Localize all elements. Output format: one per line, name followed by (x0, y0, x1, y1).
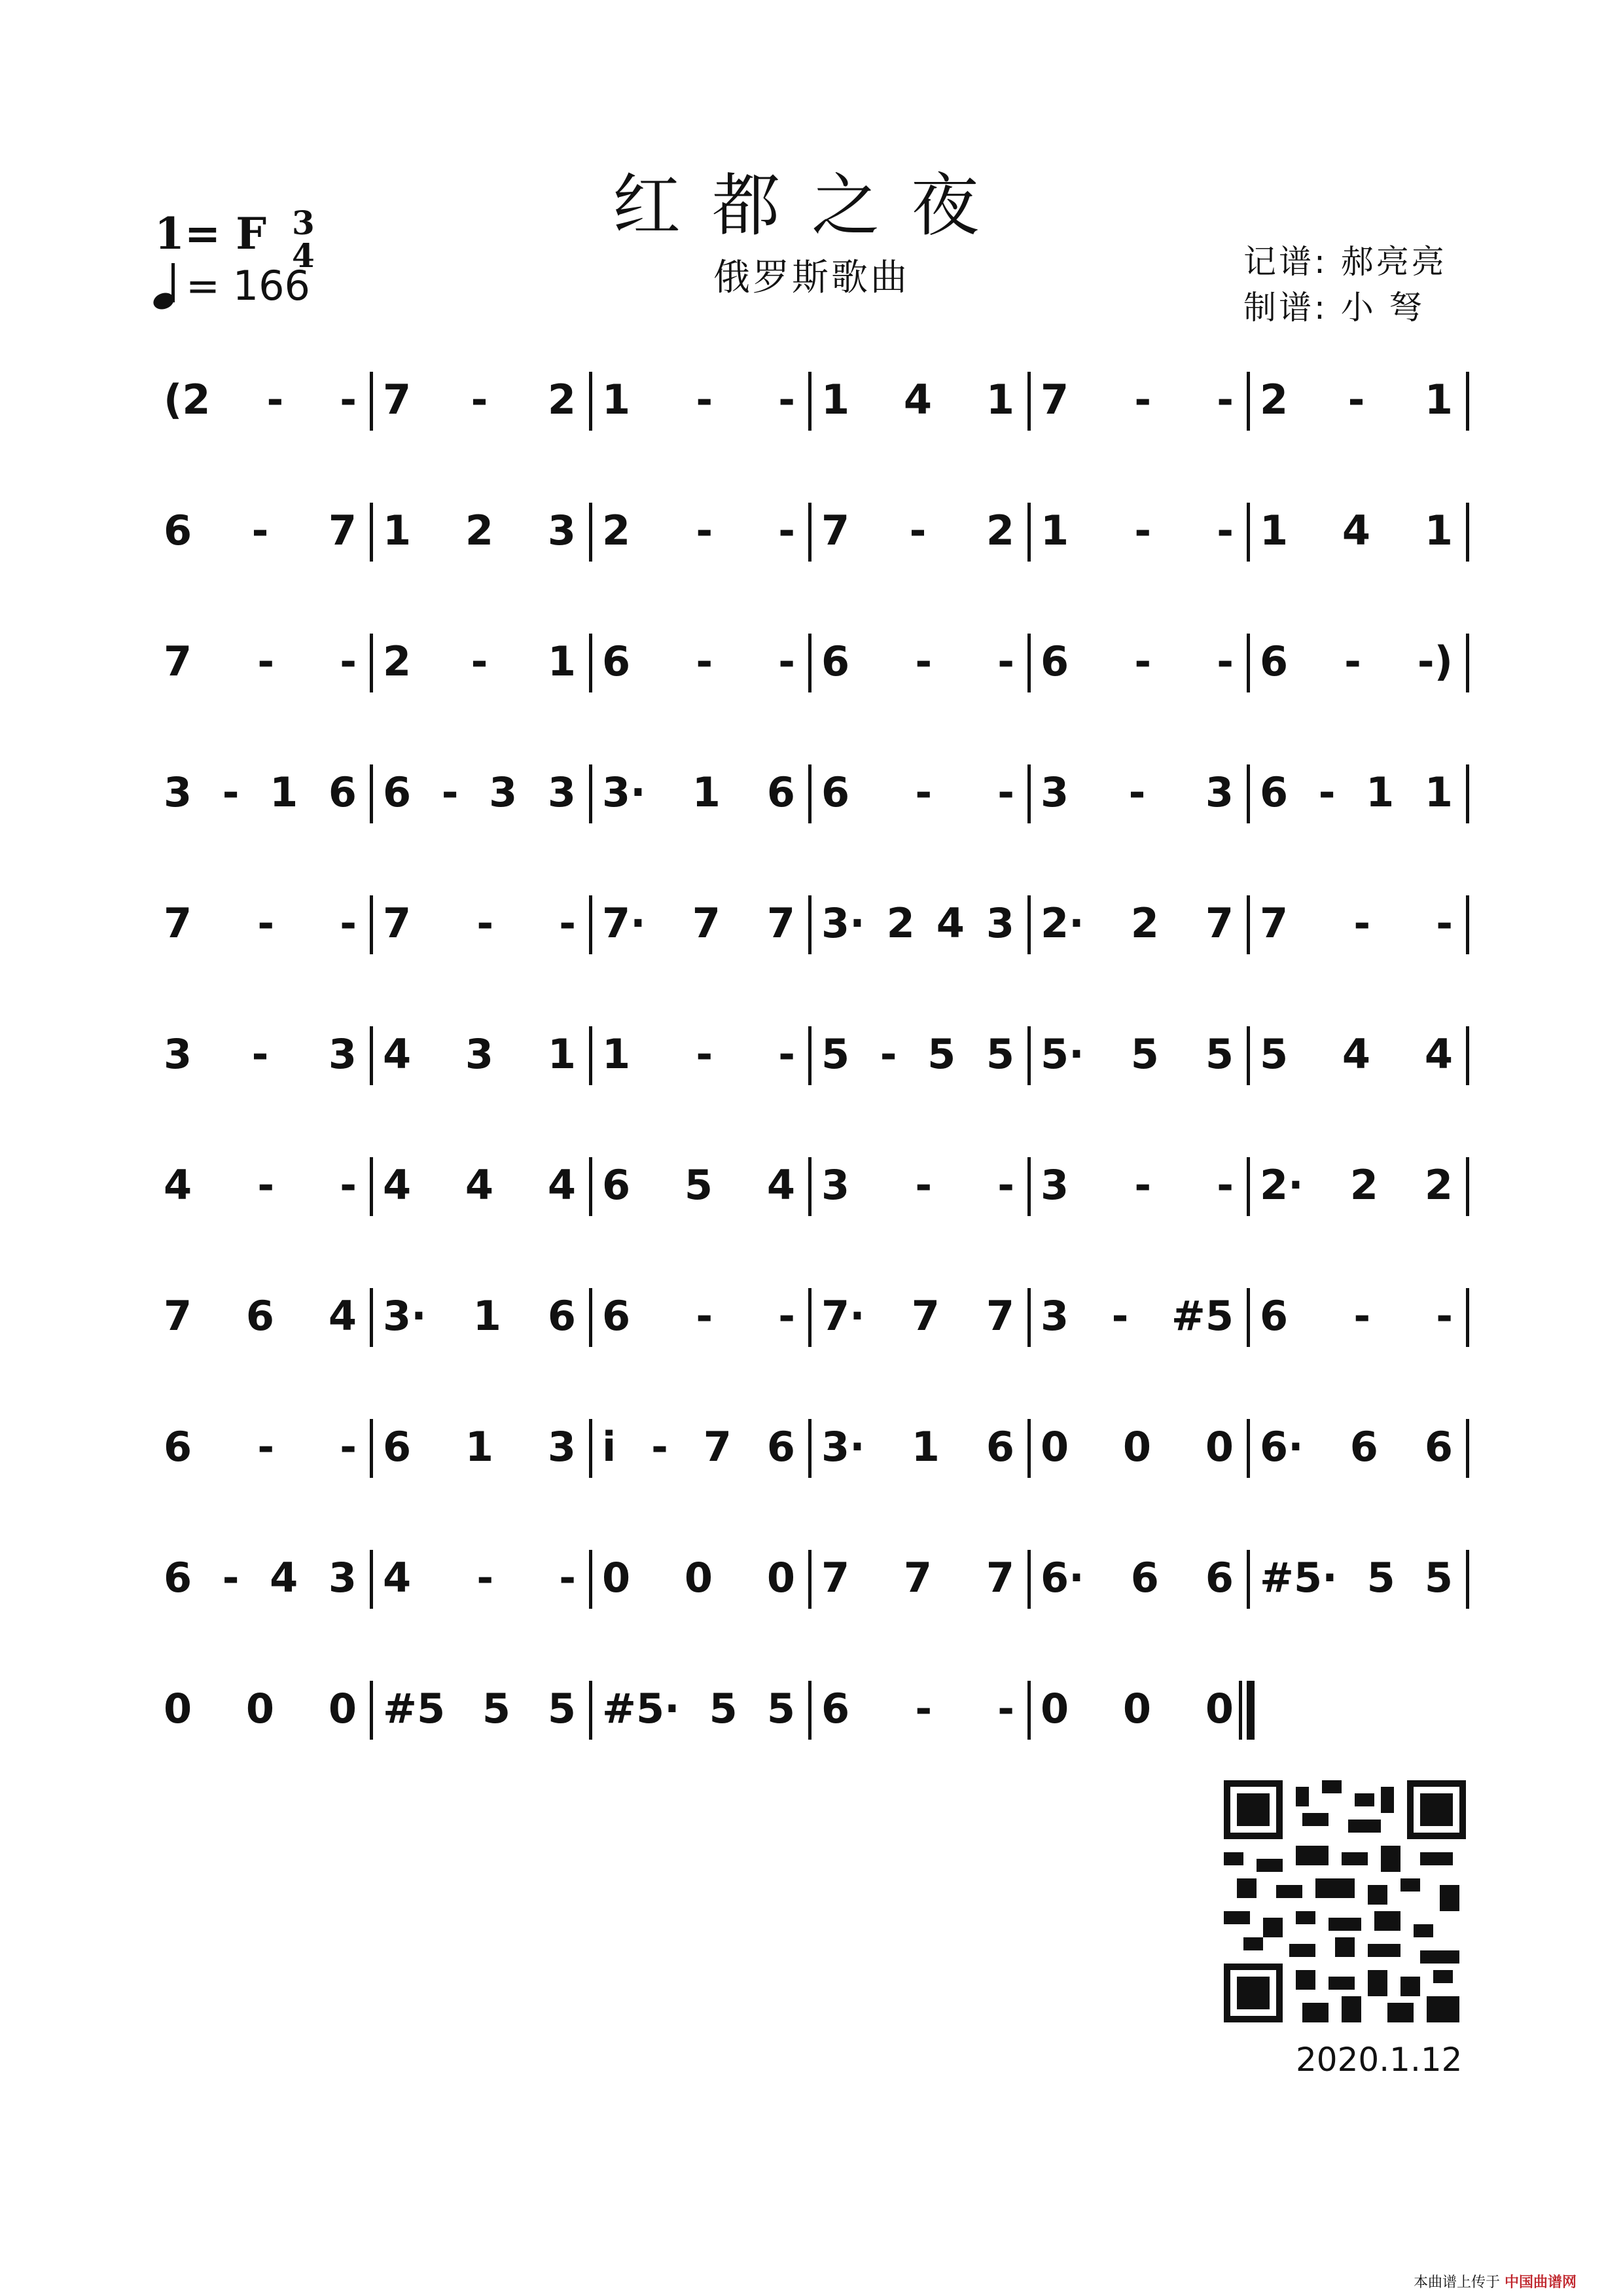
barline (808, 1157, 812, 1216)
score-row (151, 761, 1486, 833)
barline (808, 764, 812, 823)
barline (1466, 372, 1469, 431)
measure: 4 - - (383, 1554, 576, 1602)
barline (1247, 503, 1250, 562)
barline (808, 372, 812, 431)
measure: 6 - - (602, 637, 795, 685)
measure: 4 4 4 (383, 1161, 576, 1209)
qr-code (1224, 1780, 1466, 2022)
final-barline-thin (1239, 1681, 1242, 1740)
time-signature-top: 3 (292, 204, 315, 242)
measure: 6 - - (1260, 1292, 1453, 1340)
barline (1027, 503, 1031, 562)
barline (1027, 895, 1031, 954)
barline (589, 1550, 592, 1609)
measure: 3 - 3 (164, 1030, 357, 1078)
barline (1027, 1550, 1031, 1609)
measure: 7· 7 7 (821, 1292, 1014, 1340)
measure: 6 - 4 3 (164, 1554, 357, 1602)
measure: 3 - #5 (1041, 1292, 1234, 1340)
measure: 1 - - (602, 1030, 795, 1078)
measure: 0 0 0 (602, 1554, 795, 1602)
measure: 7 - 2 (821, 507, 1014, 554)
measure: 3· 1 6 (602, 768, 795, 816)
barline (589, 1419, 592, 1478)
credit-typeset: 制谱: 小 弩 (1243, 289, 1425, 327)
footer-credit (1414, 2271, 1577, 2291)
credit-notation: 记谱: 郝亮亮 (1243, 243, 1447, 281)
measure: 1 4 1 (1260, 507, 1453, 554)
barline (589, 503, 592, 562)
barline (1466, 1026, 1469, 1085)
measure: 0 0 0 (1041, 1423, 1234, 1471)
measure: 3· 1 6 (383, 1292, 576, 1340)
measure: 7 6 4 (164, 1292, 357, 1340)
barline (1466, 634, 1469, 692)
barline (1247, 1157, 1250, 1216)
barline (370, 1288, 373, 1347)
measure: #5· 5 5 (602, 1685, 795, 1732)
measure: 0 0 0 (1041, 1685, 1234, 1732)
barline (589, 634, 592, 692)
measure: 6 - - (821, 1685, 1014, 1732)
measure: 4 3 1 (383, 1030, 576, 1078)
footer-text: 本曲谱上传于 (1414, 2274, 1501, 2291)
key-signature: 1= F (154, 208, 267, 259)
measure: 7 - - (164, 637, 357, 685)
barline (1247, 1419, 1250, 1478)
measure: 7 - - (383, 899, 576, 947)
measure: 2· 2 7 (1041, 899, 1234, 947)
barline (1466, 1157, 1469, 1216)
barline (808, 503, 812, 562)
barline (808, 1681, 812, 1740)
barline (1247, 1550, 1250, 1609)
measure: 6 - 1 1 (1260, 768, 1453, 816)
barline (1247, 1681, 1255, 1740)
measure: 1 - - (1041, 507, 1234, 554)
measure: 6 1 3 (383, 1423, 576, 1471)
barline (1027, 634, 1031, 692)
barline (1247, 1026, 1250, 1085)
measure: 6 - - (821, 637, 1014, 685)
barline (1247, 1288, 1250, 1347)
barline (1466, 1419, 1469, 1478)
score-row (151, 1677, 1486, 1749)
barline (1027, 1026, 1031, 1085)
measure: 1 4 1 (821, 376, 1014, 423)
barline (370, 1157, 373, 1216)
score-row (151, 1284, 1486, 1356)
measure: 2 - 1 (383, 637, 576, 685)
measure: (2 - - (164, 376, 357, 423)
barline (1027, 764, 1031, 823)
measure: 6 - 3 3 (383, 768, 576, 816)
barline (370, 1419, 373, 1478)
measure: 3 - - (1041, 1161, 1234, 1209)
score-row (151, 499, 1486, 571)
tempo-value: = 166 (186, 262, 310, 310)
score-row (151, 891, 1486, 963)
measure: 5 - 5 5 (821, 1030, 1014, 1078)
measure: 4 - - (164, 1161, 357, 1209)
measure: 3 - - (821, 1161, 1014, 1209)
quarter-note-icon (153, 263, 179, 309)
barline (1466, 503, 1469, 562)
measure: 6 - - (821, 768, 1014, 816)
barline (589, 1026, 592, 1085)
barline (808, 634, 812, 692)
measure: 6 5 4 (602, 1161, 795, 1209)
barline (370, 1681, 373, 1740)
measure: 3· 2 4 3 (821, 899, 1014, 947)
date-stamp: 2020.1.12 (1296, 2041, 1463, 2079)
measure: 7 - - (1260, 899, 1453, 947)
barline (589, 764, 592, 823)
barline (1027, 1419, 1031, 1478)
barline (370, 1550, 373, 1609)
footer-site: 中国曲谱网 (1505, 2274, 1577, 2291)
measure: 6 - - (164, 1423, 357, 1471)
score-row (151, 1546, 1486, 1618)
barline (1027, 372, 1031, 431)
measure: 3· 1 6 (821, 1423, 1014, 1471)
tempo-marking (153, 262, 310, 310)
measure: 6· 6 6 (1041, 1554, 1234, 1602)
barline (1466, 895, 1469, 954)
measure: 6 - - (602, 1292, 795, 1340)
barline (589, 372, 592, 431)
measure: 1 2 3 (383, 507, 576, 554)
barline (370, 372, 373, 431)
barline (1466, 764, 1469, 823)
score-row (151, 1415, 1486, 1487)
measure: 2 - - (602, 507, 795, 554)
measure: 5· 5 5 (1041, 1030, 1234, 1078)
barline (370, 634, 373, 692)
score-row (151, 1153, 1486, 1225)
measure: 2 - 1 (1260, 376, 1453, 423)
barline (1466, 1288, 1469, 1347)
barline (589, 895, 592, 954)
barline (1027, 1157, 1031, 1216)
measure: 7· 7 7 (602, 899, 795, 947)
barline (589, 1157, 592, 1216)
measure: 6 - - (1041, 637, 1234, 685)
measure: 3 - 1 6 (164, 768, 357, 816)
measure: 6· 6 6 (1260, 1423, 1453, 1471)
measure: 7 - - (1041, 376, 1234, 423)
barline (808, 1026, 812, 1085)
measure: 7 7 7 (821, 1554, 1014, 1602)
score-row (151, 368, 1486, 440)
measure: 2· 2 2 (1260, 1161, 1453, 1209)
barline (808, 895, 812, 954)
measure: #5· 5 5 (1260, 1554, 1453, 1602)
barline (1247, 764, 1250, 823)
barline (1027, 1288, 1031, 1347)
score-row (151, 1022, 1486, 1094)
barline (589, 1681, 592, 1740)
barline (808, 1550, 812, 1609)
measure: 3 - 3 (1041, 768, 1234, 816)
barline (370, 764, 373, 823)
time-signature-bottom: 4 (292, 236, 315, 275)
barline (370, 1026, 373, 1085)
barline (589, 1288, 592, 1347)
measure: 7 - - (164, 899, 357, 947)
measure: 6 - -) (1260, 637, 1453, 685)
barline (1027, 1681, 1031, 1740)
barline (808, 1419, 812, 1478)
measure: 5 4 4 (1260, 1030, 1453, 1078)
barline (370, 503, 373, 562)
measure: 1 - - (602, 376, 795, 423)
barline (1247, 895, 1250, 954)
score-title: 红都之夜 (612, 166, 1010, 245)
barline (370, 895, 373, 954)
measure: #5 5 5 (383, 1685, 576, 1732)
score-subtitle: 俄罗斯歌曲 (713, 257, 910, 299)
barline (1466, 1550, 1469, 1609)
barline (808, 1288, 812, 1347)
barline (1247, 634, 1250, 692)
measure: 0 0 0 (164, 1685, 357, 1732)
score-row (151, 630, 1486, 702)
measure: 7 - 2 (383, 376, 576, 423)
measure: i - 7 6 (602, 1423, 795, 1471)
measure: 6 - 7 (164, 507, 357, 554)
barline (1247, 372, 1250, 431)
